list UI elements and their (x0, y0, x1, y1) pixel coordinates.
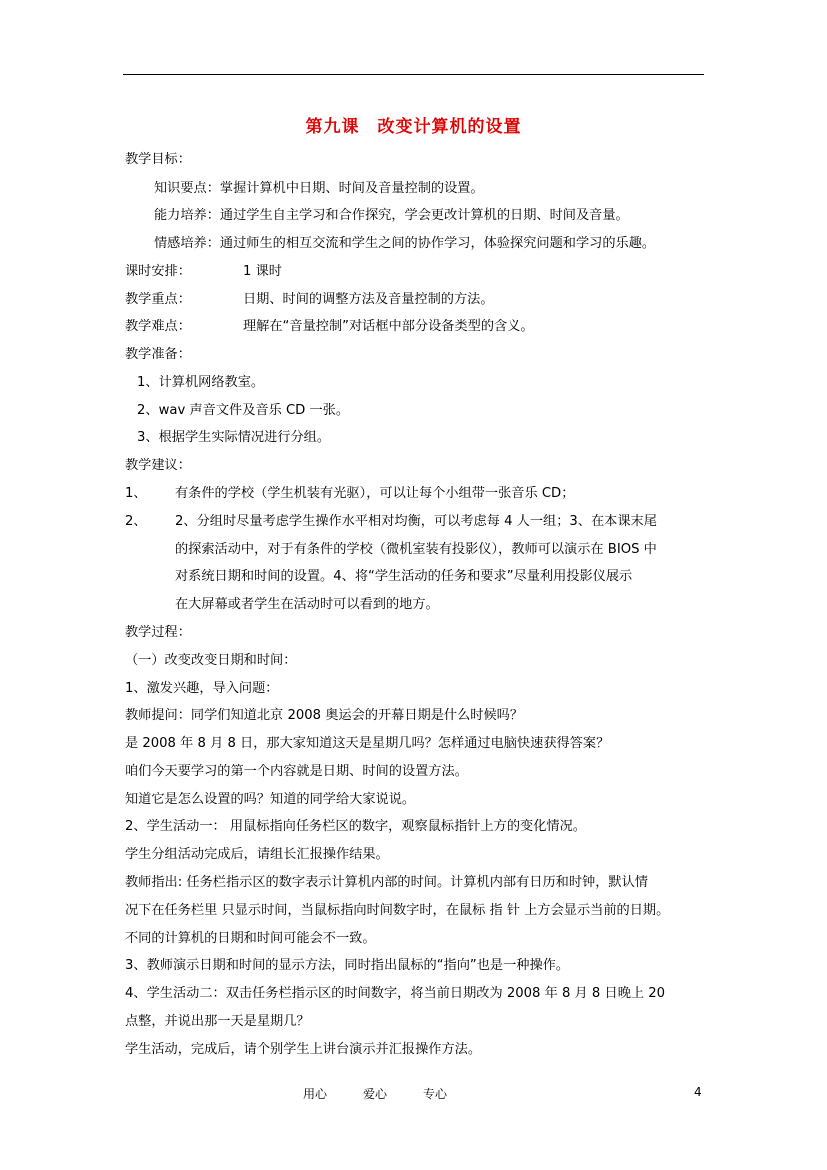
advice-number: 2、 (125, 514, 147, 529)
prep-item: 1、计算机网络教室。 (137, 375, 265, 390)
process-line: （一）改变改变日期和时间： (125, 653, 297, 668)
page-number: 4 (694, 1085, 702, 1099)
process-line: 是 2008 年 8 月 8 日，那大家知道这天是星期几吗？怎样通过电脑快速获得答案？ (125, 736, 610, 751)
process-line: 4、学生活动二：双击任务栏指示区的时间数字，将当前日期改为 2008 年 8 月 8 日晚上 20 (125, 986, 666, 1001)
focus-label: 教学重点： (125, 292, 191, 307)
schedule-row (125, 263, 191, 281)
advice-line: 在大屏幕或者学生在活动时可以看到的地方。 (175, 597, 439, 612)
process-line: 不同的计算机的日期和时间可能会不一致。 (125, 931, 376, 946)
prep-item: 3、根据学生实际情况进行分组。 (137, 430, 331, 445)
objective-knowledge: 知识要点：掌握计算机中日期、时间及音量控制的设置。 (154, 181, 484, 196)
process-line: 知道它是怎么设置的吗？知道的同学给大家说说。 (125, 792, 416, 807)
schedule-label: 课时安排： (125, 264, 191, 279)
advice-line: 有条件的学校（学生机装有光驱），可以让每个小组带一张音乐 CD； (175, 486, 575, 501)
process-line: 点整，并说出那一天是星期几？ (125, 1014, 310, 1029)
difficulty-value: 理解在“音量控制”对话框中部分设备类型的含义。 (243, 319, 534, 334)
process-line: 1、激发兴趣，导入问题： (125, 681, 279, 696)
process-line: 学生活动，完成后，请个别学生上讲台演示并汇报操作方法。 (125, 1042, 482, 1057)
process-line: 学生分组活动完成后，请组长汇报操作结果。 (125, 847, 389, 862)
process-line: 况下在任务栏里 只显示时间，当鼠标指向时间数字时，在鼠标 指 针 上方会显示当前的日期。 (125, 903, 670, 918)
objective-ability: 能力培养：通过学生自主学习和合作探究，学会更改计算机的日期、时间及音量。 (154, 208, 629, 223)
advice-line: 2、分组时尽量考虑学生操作水平相对均衡，可以考虑每 4 人一组；3、在本课末尾 (175, 514, 657, 529)
process-line: 咱们今天要学习的第一个内容就是日期、时间的设置方法。 (125, 764, 468, 779)
focus-value: 日期、时间的调整方法及音量控制的方法。 (243, 292, 494, 307)
header-rule (123, 74, 704, 75)
difficulty-label: 教学难点： (125, 319, 191, 334)
process-line: 教师提问：同学们知道北京 2008 奥运会的开幕日期是什么时候吗？ (125, 708, 524, 723)
advice-heading: 教学建议： (125, 458, 191, 473)
process-line: 3、教师演示日期和时间的显示方法，同时指出鼠标的“指向”也是一种操作。 (125, 958, 570, 973)
page-footer: 用心 爱心 专心 (303, 1087, 448, 1101)
prep-item: 2、wav 声音文件及音乐 CD 一张。 (137, 403, 350, 418)
schedule-value: 1 课时 (243, 264, 282, 279)
advice-line: 的探索活动中，对于有条件的学校（微机室装有投影仪），教师可以演示在 BIOS 中 (175, 542, 657, 557)
prep-heading: 教学准备： (125, 347, 191, 362)
objective-emotion: 情感培养：通过师生的相互交流和学生之间的协作学习，体验探究问题和学习的乐趣。 (154, 236, 656, 251)
process-line: 2、学生活动一： 用鼠标指向任务栏区的数字，观察鼠标指针上方的变化情况。 (125, 819, 586, 834)
advice-number: 1、 (125, 486, 147, 501)
page-title: 第九课 改变计算机的设置 (305, 117, 522, 137)
objectives-heading: 教学目标： (125, 152, 191, 167)
advice-line: 对系统日期和时间的设置。4、将“学生活动的任务和要求”尽量利用投影仪展示 (175, 569, 633, 584)
process-line: 教师指出: 任务栏指示区的数字表示计算机内部的时间。计算机内部有日历和时钟，默认情 (125, 875, 648, 890)
process-heading: 教学过程： (125, 625, 191, 640)
